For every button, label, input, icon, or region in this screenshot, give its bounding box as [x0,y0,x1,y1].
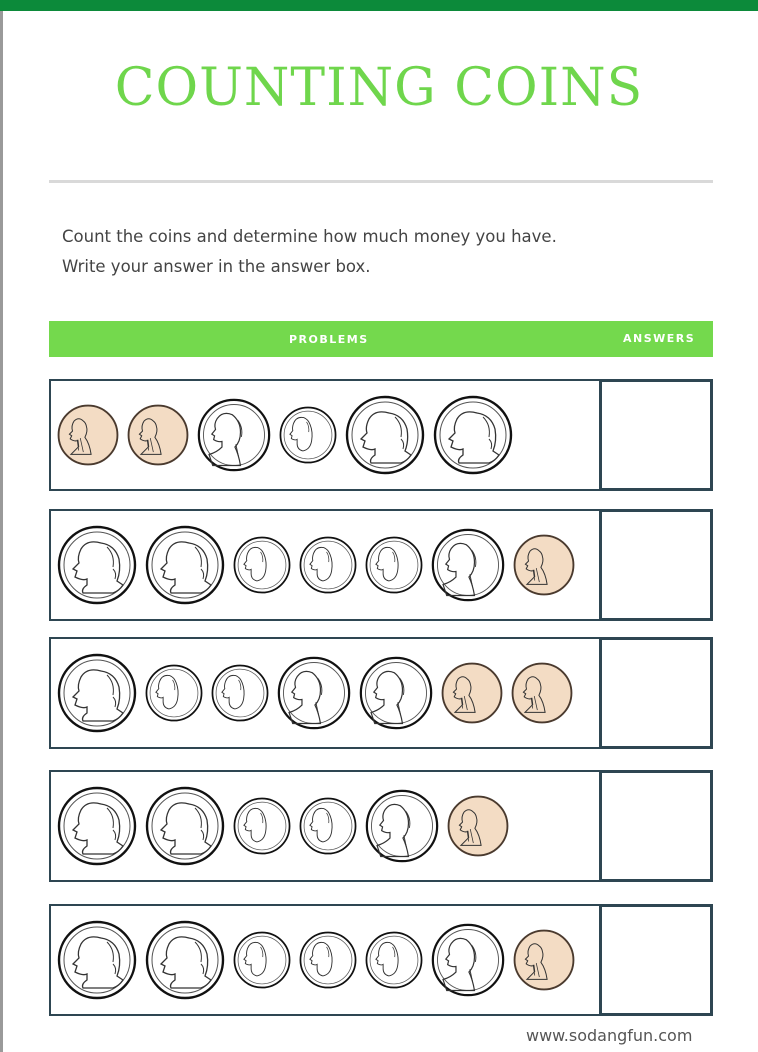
dime-icon [299,797,357,855]
quarter-icon [345,395,425,475]
quarter-icon [57,920,137,1000]
nickel-icon [359,656,433,730]
dime-icon [365,536,423,594]
nickel-icon [431,923,505,997]
answer-box-2[interactable] [599,509,713,621]
dime-icon [299,931,357,989]
dime-icon [279,406,337,464]
penny-icon [57,404,119,466]
answers-header: ANSWERS [623,332,696,345]
problems-header: PROBLEMS [289,333,369,346]
title-divider [49,180,713,183]
penny-icon [441,662,503,724]
quarter-icon [145,920,225,1000]
answer-box-1[interactable] [599,379,713,491]
dime-icon [233,931,291,989]
quarter-icon [145,525,225,605]
dime-icon [233,797,291,855]
nickel-icon [197,398,271,472]
quarter-icon [433,395,513,475]
dime-icon [365,931,423,989]
answer-box-3[interactable] [599,637,713,749]
penny-icon [513,929,575,991]
page-left-edge [0,0,3,1052]
quarter-icon [57,653,137,733]
answer-box-4[interactable] [599,770,713,882]
answer-box-5[interactable] [599,904,713,1016]
quarter-icon [145,786,225,866]
quarter-icon [57,786,137,866]
nickel-icon [431,528,505,602]
penny-icon [447,795,509,857]
worksheet-title: COUNTING COINS [114,58,644,118]
instructions [62,222,702,282]
nickel-icon [365,789,439,863]
penny-icon [511,662,573,724]
instruction-line-1: Count the coins and determine how much money you have. [62,227,557,246]
footer-url: www.sodangfun.com [526,1026,693,1045]
dime-icon [233,536,291,594]
top-accent-bar [0,0,758,11]
table-header [49,321,713,357]
nickel-icon [277,656,351,730]
penny-icon [513,534,575,596]
dime-icon [299,536,357,594]
quarter-icon [57,525,137,605]
dime-icon [145,664,203,722]
dime-icon [211,664,269,722]
penny-icon [127,404,189,466]
instruction-line-2: Write your answer in the answer box. [62,257,371,276]
